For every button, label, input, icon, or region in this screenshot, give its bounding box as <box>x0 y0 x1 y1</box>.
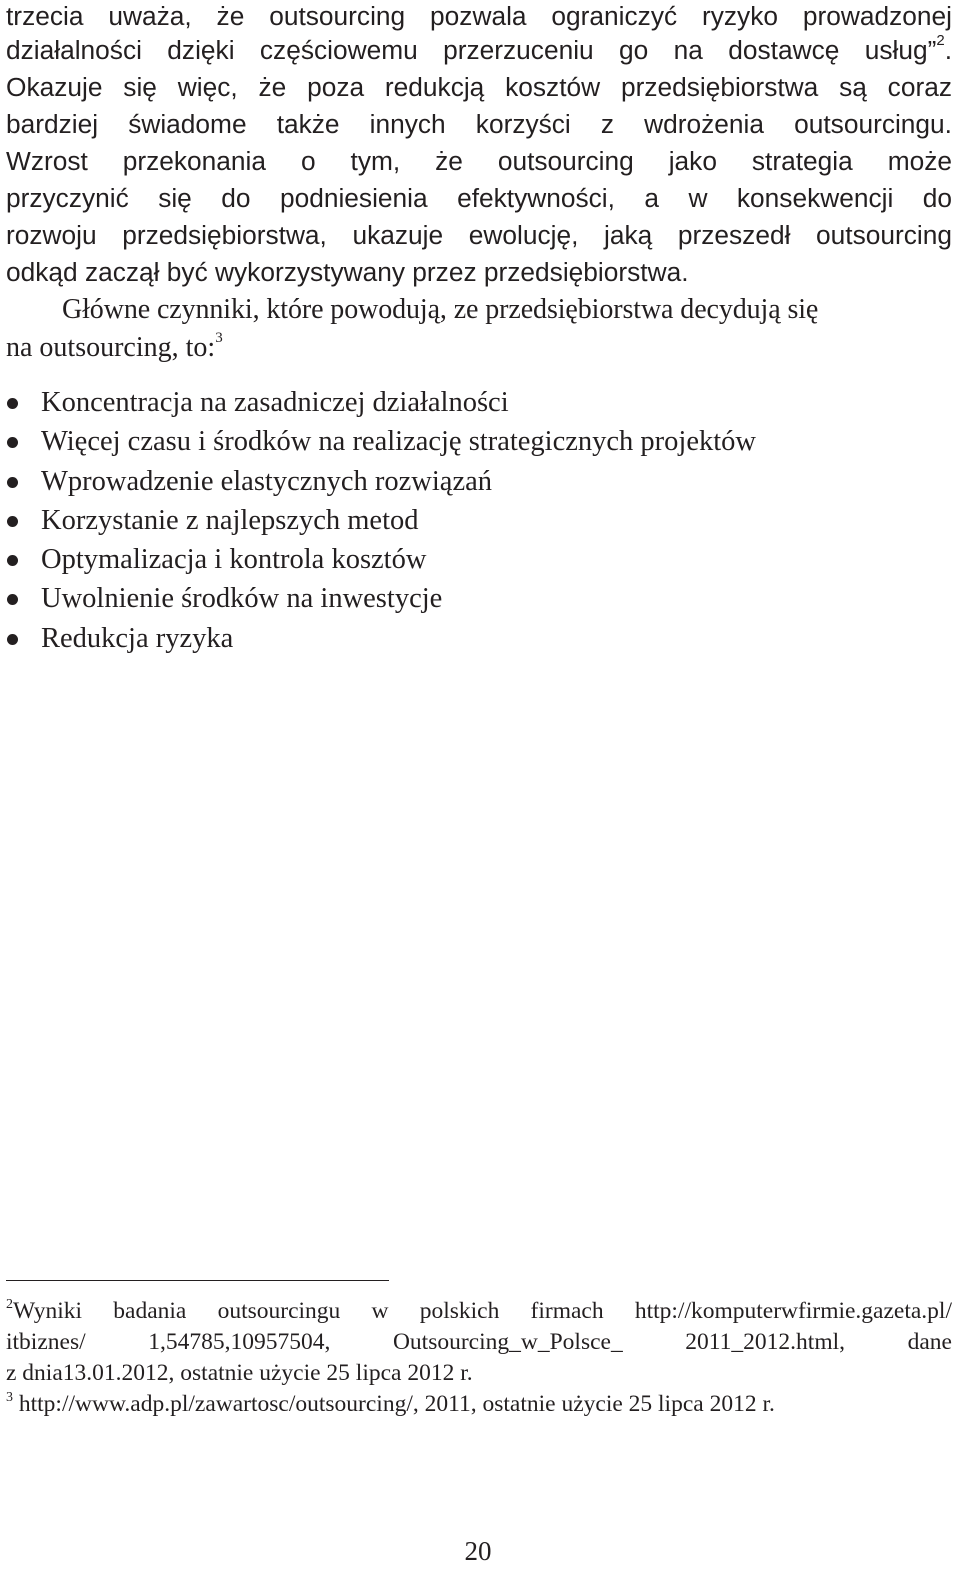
page-number: 20 <box>464 1536 492 1566</box>
text-line: bardziej świadome także innych korzyści z wdrożenia outsourcingu. <box>6 109 952 139</box>
footnote-ref-3[interactable]: 3 <box>215 330 223 346</box>
footnote-separator <box>6 1280 389 1281</box>
bullet-icon <box>7 634 18 645</box>
list-item-text: Uwolnienie środków na inwestycje <box>41 583 443 615</box>
text-line: Wzrost przekonania o tym, że outsourcing jako strategia może <box>6 146 952 176</box>
text-line <box>6 34 952 68</box>
footnote-3 <box>6 1389 952 1420</box>
list-item <box>0 503 900 542</box>
footnote-line: itbiznes/ 1,54785,10957504, Outsourcing_w_Polsce_ 2011_2012.html, dane <box>6 1329 952 1355</box>
text-line: Główne czynniki, które powodują, ze przedsiębiorstwa decydują się <box>62 294 819 325</box>
footnote-mark: 3 <box>6 1390 13 1405</box>
bullet-icon <box>7 398 18 409</box>
footnote-ref-2[interactable]: 2 <box>936 32 945 49</box>
text-line: przyczynić się do podniesienia efektywności, a w konsekwencji do <box>6 183 952 213</box>
list-item-text: Optymalizacja i kontrola kosztów <box>41 544 427 576</box>
bullet-icon <box>7 477 18 488</box>
text-line: Okazuje się więc, że poza redukcją kosztów przedsiębiorstwa są coraz <box>6 72 952 102</box>
factors-list <box>0 385 900 660</box>
list-item <box>0 542 900 581</box>
bullet-icon <box>7 594 18 605</box>
list-item <box>0 385 900 424</box>
list-item-text: Korzystanie z najlepszych metod <box>41 504 419 536</box>
bullet-icon <box>7 555 18 566</box>
footnote-text[interactable]: Wyniki badania outsourcingu w polskich firmach http://komputerwfirmie.gazeta.pl/ <box>13 1298 952 1324</box>
list-item-text: Więcej czasu i środków na realizację strategicznych projektów <box>41 426 756 458</box>
bullet-icon <box>7 516 18 527</box>
text-span: działalności dzięki częściowemu przerzuceniu go na dostawcę usług” <box>6 35 937 65</box>
text-line <box>6 331 952 365</box>
list-item <box>0 581 900 620</box>
list-item <box>0 464 900 503</box>
footnote-mark: 2 <box>6 1297 13 1312</box>
list-item-text: Wprowadzenie elastycznych rozwiązań <box>41 465 493 497</box>
text-span: . <box>944 35 952 65</box>
bullet-icon <box>7 437 18 448</box>
footnote-line: z dnia13.01.2012, ostatnie użycie 25 lipca 2012 r. <box>6 1360 473 1386</box>
footnote-text[interactable]: http://www.adp.pl/zawartosc/outsourcing/, 2011, ostatnie użycie 25 lipca 2012 r. <box>18 1391 775 1417</box>
list-item-text: Redukcja ryzyka <box>41 622 234 654</box>
text-line: rozwoju przedsiębiorstwa, ukazuje ewolucję, jaką przeszedł outsourcing <box>6 220 952 250</box>
text-line: trzecia uważa, że outsourcing pozwala ograniczyć ryzyko prowadzonej <box>6 1 952 31</box>
list-item <box>0 621 900 660</box>
text-span: na outsourcing, to: <box>6 332 216 363</box>
text-line: odkąd zaczął być wykorzystywany przez przedsiębiorstwa. <box>6 257 689 287</box>
list-item <box>0 424 900 463</box>
footnote-2 <box>6 1296 952 1327</box>
list-item-text: Koncentracja na zasadniczej działalności <box>41 387 509 418</box>
